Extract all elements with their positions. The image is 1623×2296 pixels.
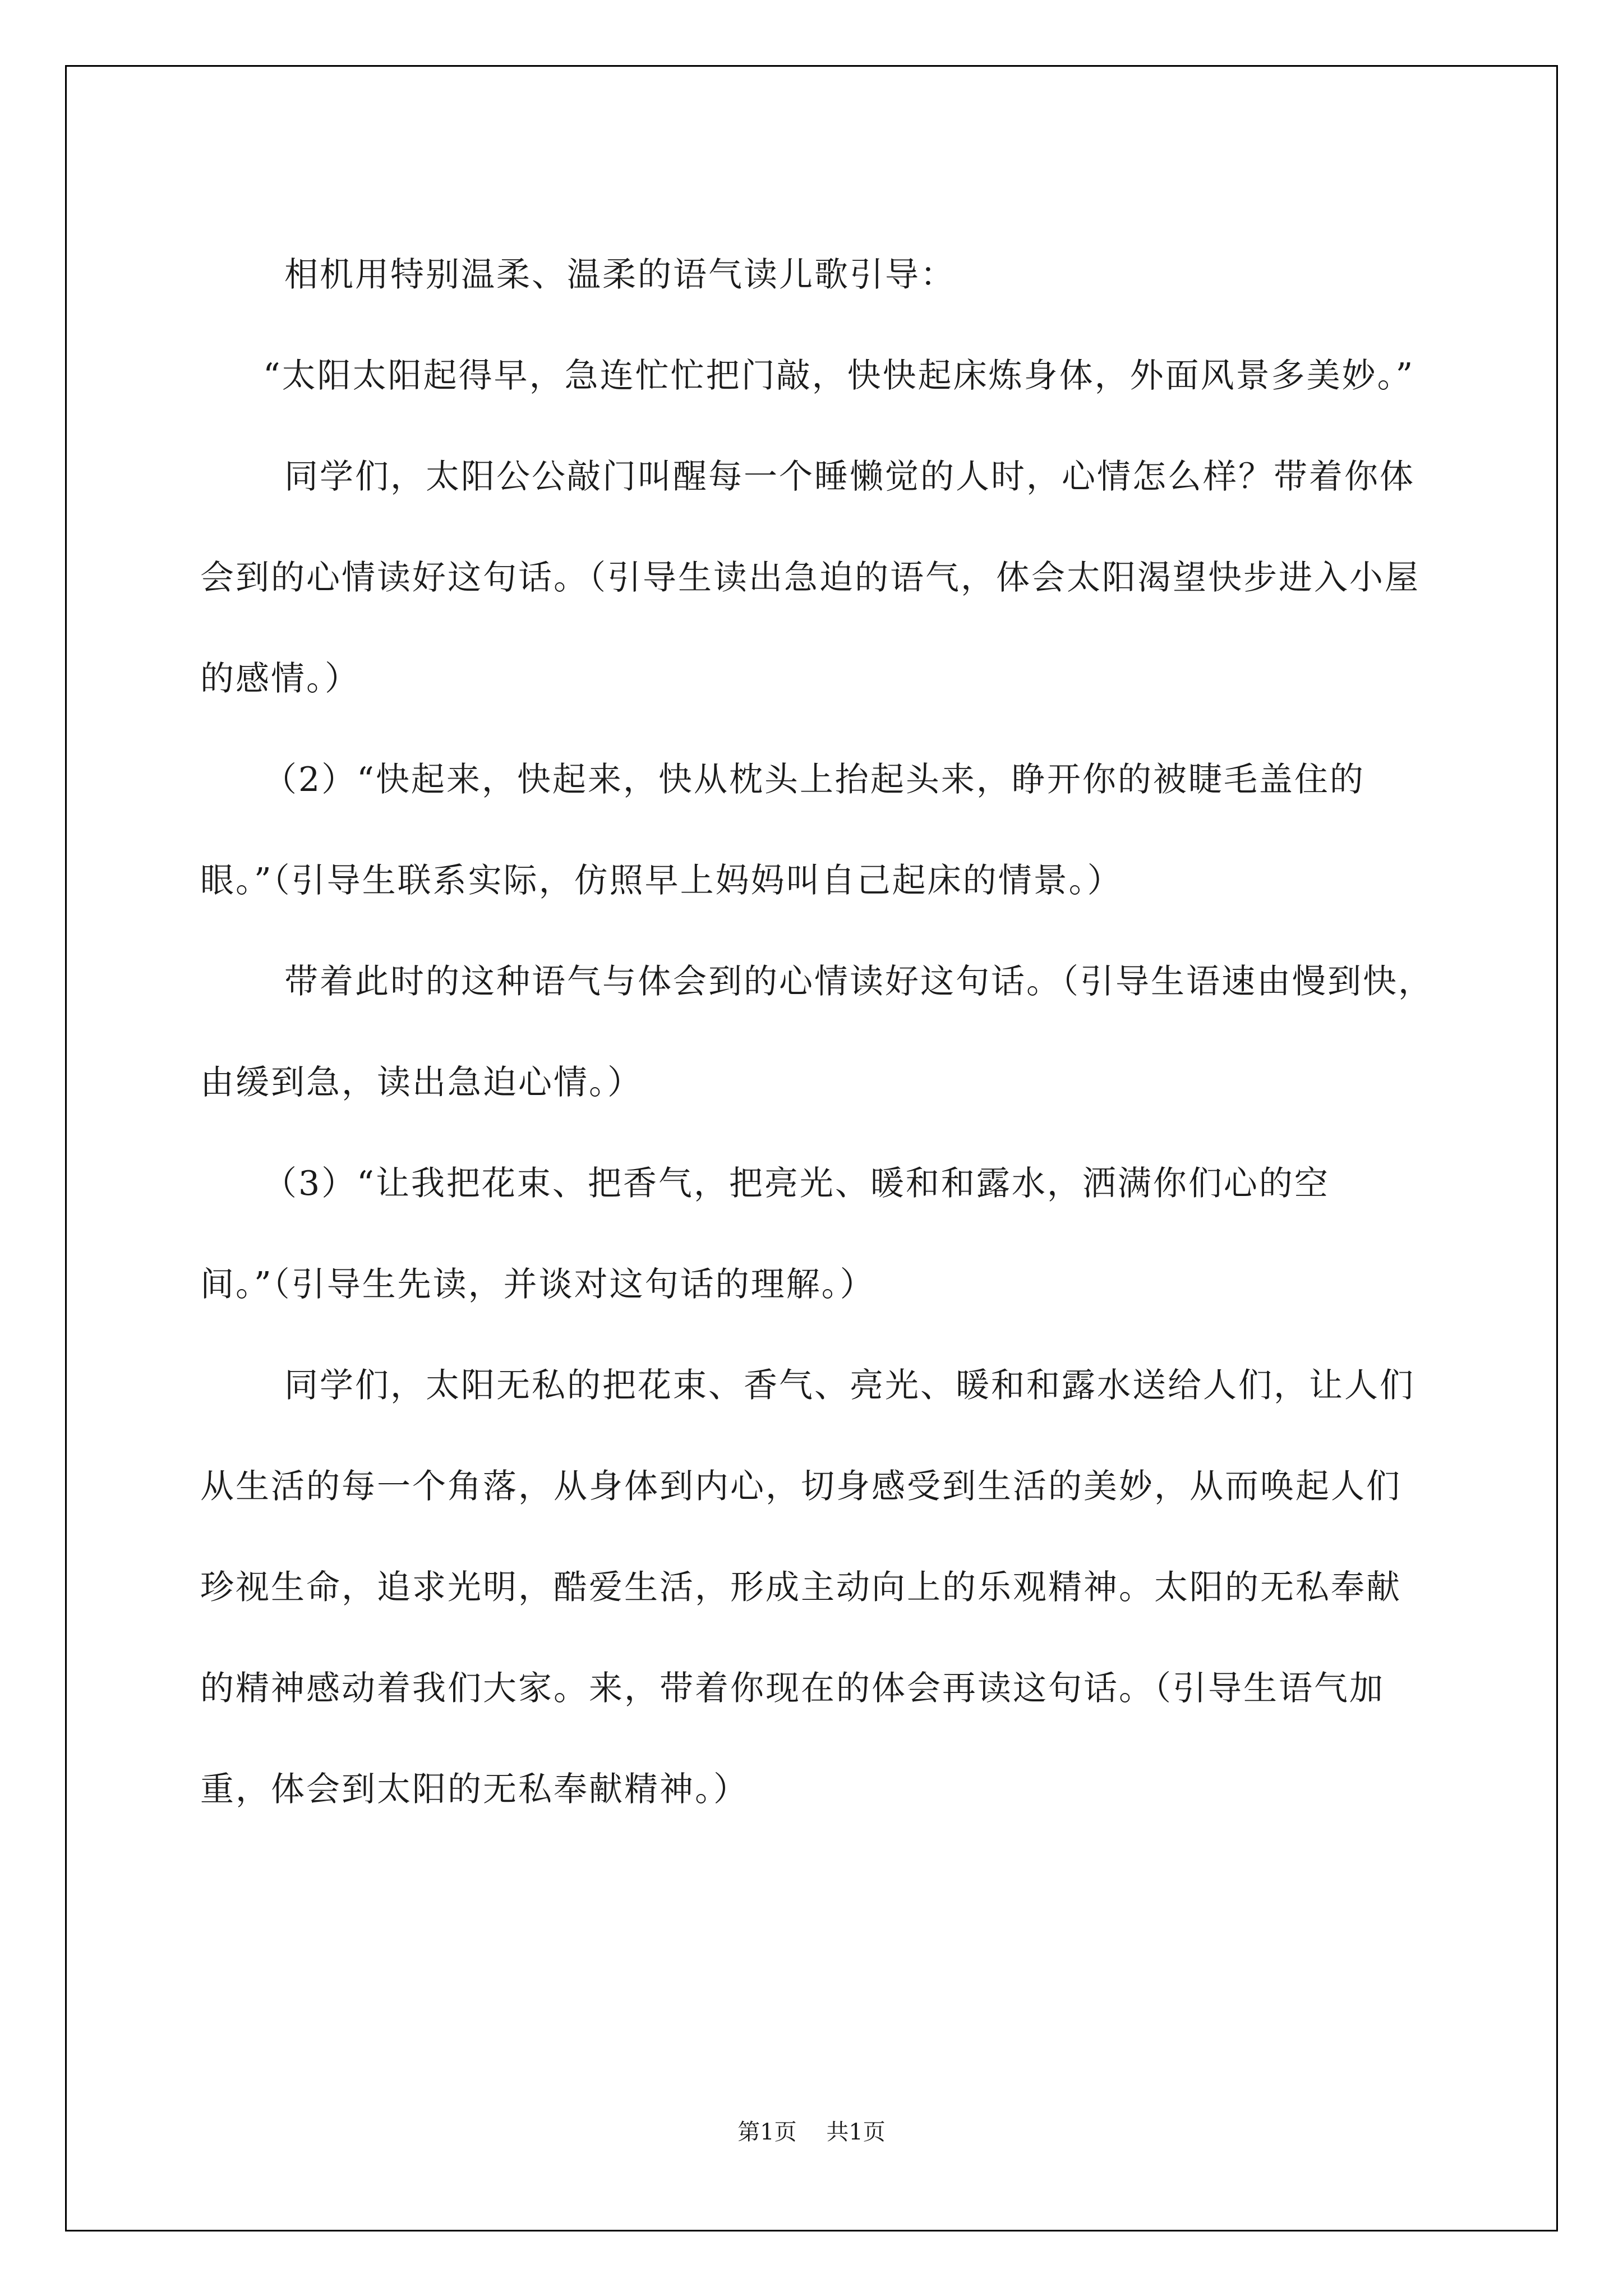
paragraph-conclusion: 同学们，太阳无私的把花束、香气、亮光、暖和和露水送给人们，让人们从生活的每一个角落，从身体到内心，切身感受到生活的美妙，从而唤起人们珍视生命，追求光明，酷爱生活，形成主动向上的乐观精神。太阳的无私奉献的精神感动着我们大家。来，带着你现在的体会再读这句话。（引导生语气加重，体会到太阳的无私奉献精神。） [200, 1366, 1415, 1809]
paragraph-nursery-rhyme: “太阳太阳起得早，急连忙忙把门敲，快快起床炼身体，外面风景多美妙。” [263, 356, 1415, 395]
page-total: 共1页 [826, 2119, 886, 2145]
paragraph-intro: 相机用特别温柔、温柔的语气读儿歌引导： [284, 255, 956, 295]
page-footer [0, 2118, 1623, 2146]
document-body [200, 224, 1434, 1840]
paragraph-item-3: （3）“让我把花束、把香气，把亮光、暖和和露水，洒满你们心的空间。”（引导生先读，并谈对这句话的理解。） [200, 1164, 1330, 1304]
paragraph-question: 同学们，太阳公公敲门叫醒每一个睡懒觉的人时，心情怎么样？带着你体会到的心情读好这句话。（引导生读出急迫的语气，体会太阳渴望快步进入小屋的感情。） [200, 457, 1420, 698]
paragraph-item-2: （2）“快起来，快起来，快从枕头上抬起头来，睁开你的被睫毛盖住的眼。”（引导生联系实际，仿照早上妈妈叫自己起床的情景。） [200, 760, 1365, 900]
page-number: 第1页 [737, 2119, 797, 2145]
paragraph-tone: 带着此时的这种语气与体会到的心情读好这句话。（引导生语速由慢到快，由缓到急，读出急迫心情。） [200, 962, 1433, 1102]
